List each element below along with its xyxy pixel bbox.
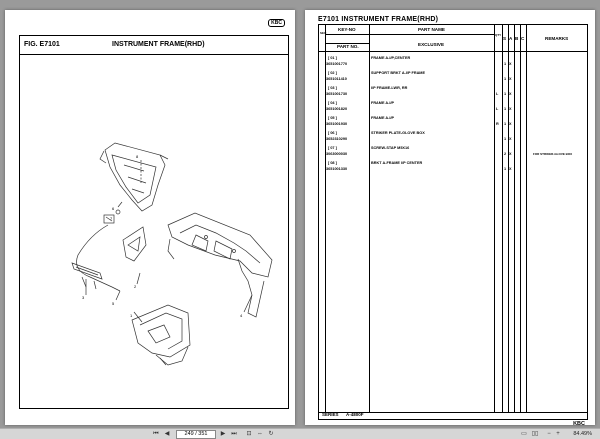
qty: 1 xyxy=(504,167,507,171)
key-no: [ 06 ] xyxy=(328,131,337,135)
zoom-out-icon[interactable]: − xyxy=(547,431,551,437)
part-no: 3651001930 xyxy=(326,122,348,126)
last-page-icon[interactable]: ⏭ xyxy=(231,431,237,437)
part-no: 3063000030 xyxy=(326,152,348,156)
callout-4: 4 xyxy=(240,313,243,318)
part-no: 3651001730 xyxy=(326,92,348,96)
part-no: 3651001330 xyxy=(326,167,348,171)
key-no: [ 02 ] xyxy=(328,71,337,75)
table-row xyxy=(319,161,587,176)
key-no: [ 05 ] xyxy=(328,116,337,120)
part-name: I/P FRAME-LWR, RR xyxy=(371,86,408,90)
table-row xyxy=(319,56,587,71)
figure-frame xyxy=(19,35,289,409)
part-name: SUPPORT BRKT A-I/P FRAME xyxy=(371,71,426,75)
table-row xyxy=(319,101,587,116)
qty: 2 xyxy=(504,152,507,156)
header-qty: QTY xyxy=(495,33,502,37)
key-no: [ 03 ] xyxy=(328,86,337,90)
fit-width-icon[interactable]: ⇔ xyxy=(257,431,263,437)
callout-2: 2 xyxy=(134,284,137,289)
parts-table xyxy=(318,24,588,413)
zoom-in-icon[interactable]: + xyxy=(556,431,560,437)
key-no: [ 07 ] xyxy=(328,146,337,150)
kbc-logo: KBC xyxy=(268,19,285,27)
applicability-mark: X xyxy=(509,77,512,81)
table-row xyxy=(319,146,587,161)
first-page-icon[interactable]: ⏮ xyxy=(153,431,159,437)
side-code: L xyxy=(496,107,499,111)
applicability-mark: X xyxy=(509,167,512,171)
header-part-no: PART NO. xyxy=(337,44,359,49)
callout-7: 7 xyxy=(110,216,113,221)
series-label: SERIES xyxy=(322,412,339,417)
part-no: 3651001770 xyxy=(326,62,348,66)
part-no: 3651011410 xyxy=(326,77,347,81)
table-row xyxy=(319,71,587,86)
zoom-level[interactable]: 84.49% xyxy=(573,431,592,437)
key-no: [ 08 ] xyxy=(328,161,337,165)
part-name: BRKT A-FRAME I/P CENTER xyxy=(371,161,423,165)
applicability-mark: X xyxy=(509,107,512,111)
callout-8: 8 xyxy=(136,154,139,159)
main-frame-part xyxy=(168,213,272,317)
header-b: B xyxy=(515,36,519,41)
left-page xyxy=(5,10,295,425)
part-no: 3651001820 xyxy=(326,107,348,111)
side-code: R xyxy=(496,122,499,126)
qty: 1 xyxy=(504,62,507,66)
header-exclusive: EXCLUSIVE xyxy=(418,42,445,47)
part-name: SCREW-STAP M5X16 xyxy=(371,146,410,150)
header-seq: SEQ xyxy=(320,31,327,35)
header-a: A xyxy=(509,36,513,41)
series-footer xyxy=(318,410,588,420)
single-page-view-icon[interactable]: ▭ xyxy=(521,431,527,437)
lower-center-frame-part xyxy=(132,305,190,365)
part-name: FRAME A-I/P xyxy=(371,116,395,120)
viewer-toolbar xyxy=(0,428,600,439)
table-row xyxy=(319,86,587,101)
applicability-mark: X xyxy=(509,122,512,126)
header-remarks: REMARKS xyxy=(545,36,569,41)
callout-3: 3 xyxy=(82,295,85,300)
part-name: FRAME A-I/P,CENTER xyxy=(371,56,411,60)
callout-1: 1 xyxy=(130,313,133,318)
part-name: STRIKER PLATE-GLOVE BOX xyxy=(371,131,425,135)
table-row xyxy=(319,131,587,146)
callout-6: 6 xyxy=(112,206,115,211)
qty: 1 xyxy=(504,122,507,126)
rotate-icon[interactable]: ↻ xyxy=(268,431,274,437)
applicability-mark: X xyxy=(509,62,512,66)
applicability-mark: X xyxy=(509,152,512,156)
key-no: [ 04 ] xyxy=(328,101,337,105)
qty: 1 xyxy=(504,92,507,96)
part-no: 3652310290 xyxy=(326,137,348,141)
callout-5: 5 xyxy=(112,301,115,306)
remark: FOR STRIKER-GLOVE BOX xyxy=(533,152,573,156)
series-value: A-4800F xyxy=(346,412,364,417)
figure-header xyxy=(20,36,288,55)
frame-center-part xyxy=(100,143,168,211)
prev-page-icon[interactable]: ◀ xyxy=(164,431,170,437)
exploded-parts-illustration xyxy=(20,55,288,407)
side-code: L xyxy=(496,92,499,96)
table-row xyxy=(319,116,587,131)
figure-title: INSTRUMENT FRAME(RHD) xyxy=(112,41,205,48)
right-page xyxy=(305,10,595,425)
qty: 1 xyxy=(504,137,507,141)
qty: 1 xyxy=(504,77,507,81)
key-no: [ 01 ] xyxy=(328,56,337,60)
gusset-part xyxy=(123,227,146,261)
page-number-input[interactable]: 249 / 351 xyxy=(176,430,216,439)
fit-page-icon[interactable]: ⊡ xyxy=(246,431,252,437)
figure-label: FIG. E7101 xyxy=(24,41,60,48)
header-key-no: KEY-NO xyxy=(338,27,356,32)
header-c: C xyxy=(521,36,525,41)
brand-mark: KBC xyxy=(573,421,585,427)
next-page-icon[interactable]: ▶ xyxy=(220,431,226,437)
applicability-mark: X xyxy=(509,137,512,141)
qty: 1 xyxy=(504,107,507,111)
two-page-view-icon[interactable]: ▯▯ xyxy=(531,431,539,437)
header-part-name: PART NAME xyxy=(418,27,445,32)
part-name: FRAME A-I/P xyxy=(371,101,395,105)
applicability-mark: X xyxy=(509,92,512,96)
parts-table-title: E7101 INSTRUMENT FRAME(RHD) xyxy=(318,16,439,23)
header-s: S xyxy=(503,36,507,41)
